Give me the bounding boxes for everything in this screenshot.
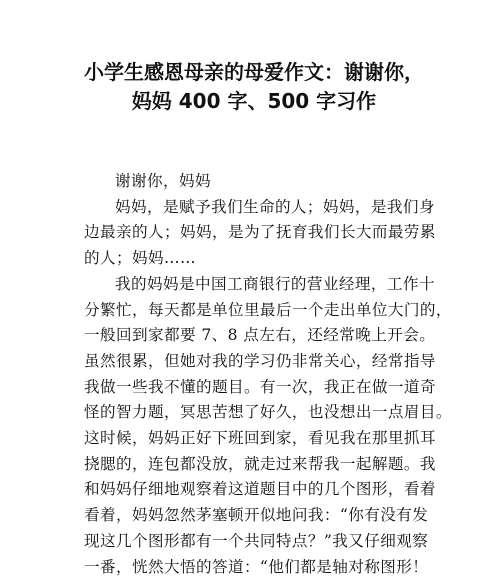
paragraph-line: 现这几个图形都有一个共同特点？”我又仔细观察: [84, 531, 429, 550]
paragraph-line: 我做一些我不懂的题目。有一次，我正在做一道奇: [84, 377, 436, 396]
paragraph-line: 怪的智力题，冥思苦想了好久，也没想出一点眉目。: [84, 403, 452, 422]
paragraph-line: 一番，恍然大悟的答道：“他们都是轴对称图形！: [84, 557, 429, 576]
paragraph-line: 我的妈妈是中国工商银行的营业经理，工作十: [115, 274, 435, 293]
document-title: [84, 58, 424, 116]
paragraph-line: 分繁忙，每天都是单位里最后一个走出单位大门的，: [84, 300, 452, 319]
paragraph-line: 和妈妈仔细地观察着这道题目中的几个图形，看着: [84, 480, 436, 499]
paragraph-line: 挠腮的，连包都没放，就走过来帮我一起解题。我: [84, 454, 436, 473]
paragraph-line: 看着，妈妈忽然茅塞顿开似地问我：“你有没有发: [84, 506, 429, 525]
essay-subtitle: 谢谢你，妈妈: [115, 172, 211, 190]
paragraph-line: 的人；妈妈……: [84, 249, 196, 268]
paragraph-line: 这时候，妈妈正好下班回到家，看见我在那里抓耳: [84, 429, 436, 448]
title-line: 小学生感恩母亲的母爱作文：谢谢你，: [84, 60, 424, 84]
paragraph-line: 虽然很累，但她对我的学习仍非常关心，经常指导: [84, 351, 436, 370]
essay-body: [84, 169, 500, 580]
paragraph-line: 一般回到家都要 7、8 点左右，还经常晚上开会。: [84, 326, 436, 345]
paragraph-line: 边最亲的人；妈妈，是为了抚育我们长大而最劳累: [84, 223, 436, 242]
title-line: 妈妈 400 字、500 字习作: [131, 89, 377, 113]
paragraph-line: 妈妈，是赋予我们生命的人；妈妈，是我们身: [115, 197, 435, 216]
